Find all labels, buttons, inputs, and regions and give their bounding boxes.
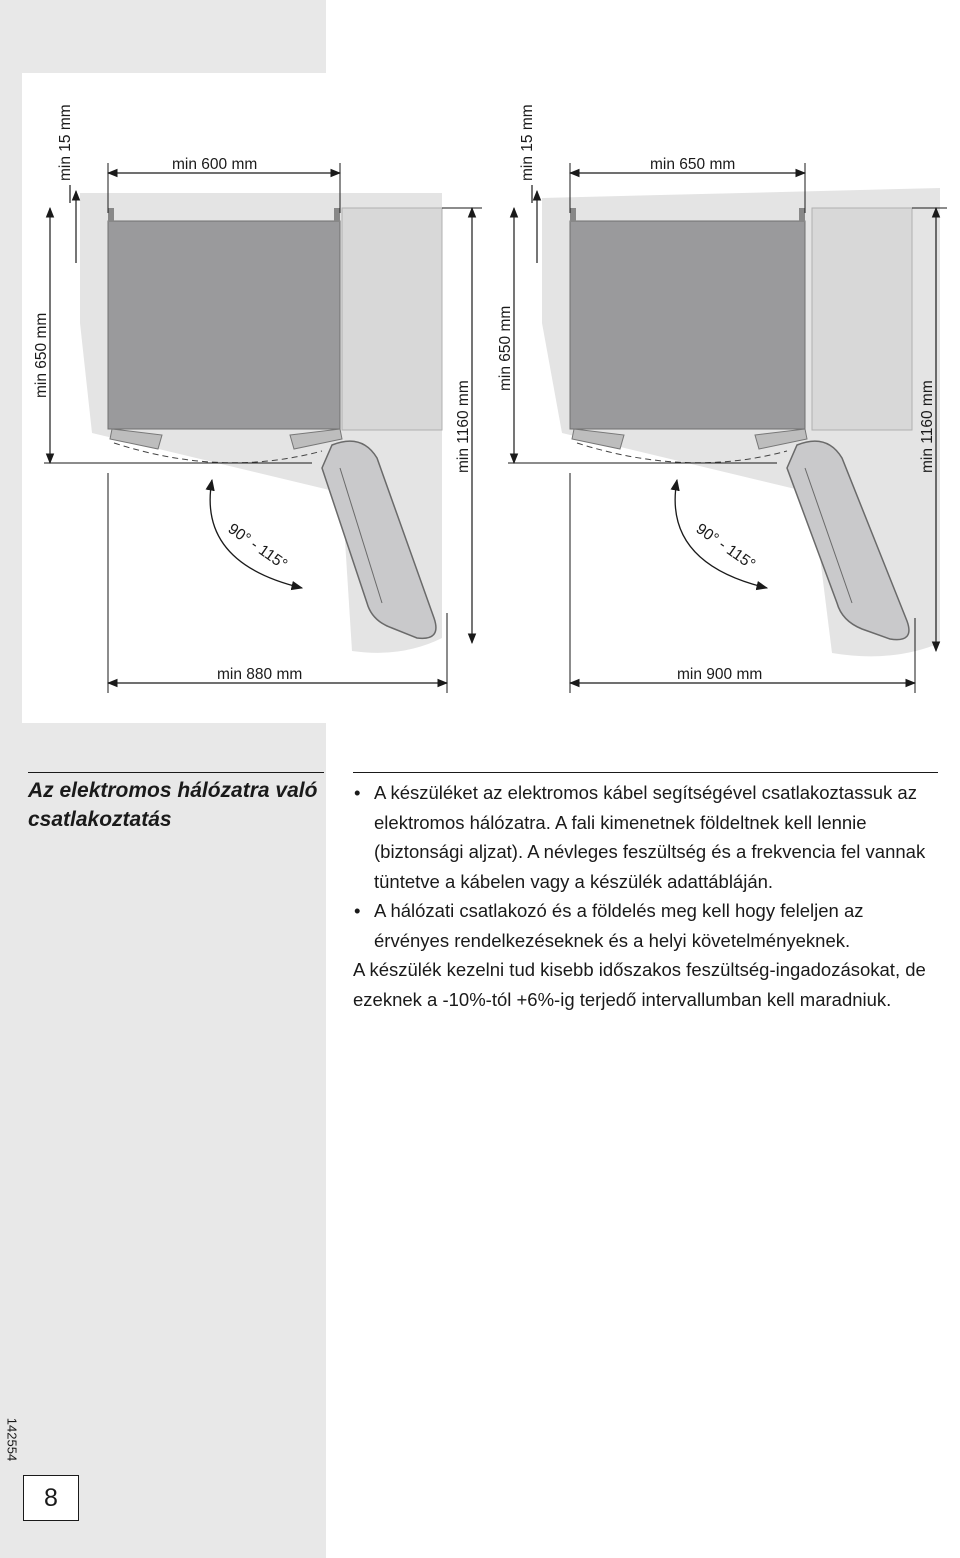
layout-right [497, 104, 947, 693]
open-width-label: min 900 mm [677, 666, 763, 683]
angle-label: 90° - 115° [692, 520, 759, 574]
cabinet [812, 208, 912, 430]
fridge-hinge [334, 208, 340, 222]
angle-arc [210, 480, 302, 588]
fridge-body [570, 221, 805, 429]
page-number: 8 [23, 1475, 79, 1521]
fridge-hinge [108, 208, 114, 222]
width-label: min 650 mm [650, 156, 736, 173]
total-depth-label: min 1160 mm [919, 380, 936, 473]
clearance-diagram-svg [22, 73, 960, 723]
fridge-body [108, 221, 340, 429]
total-depth-label: min 1160 mm [455, 380, 472, 473]
depth-label: min 650 mm [497, 305, 514, 391]
depth-label: min 650 mm [33, 312, 50, 398]
fridge-hinge [570, 208, 576, 222]
fridge-hinge [799, 208, 805, 222]
section-title: Az elektromos hálózatra való csatlakoztatás [28, 772, 324, 834]
bullet-list [353, 778, 938, 955]
section-content [353, 772, 938, 1014]
width-label: min 600 mm [172, 156, 258, 173]
layout-left [33, 104, 482, 693]
open-width-label: min 880 mm [217, 666, 303, 683]
side-clearance-label: min 15 mm [519, 104, 536, 181]
cabinet [342, 208, 442, 430]
side-clearance-label: min 15 mm [57, 104, 74, 181]
angle-label: 90° - 115° [224, 520, 291, 574]
list-item: • A hálózati csatlakozó és a földelés meg kell hogy feleljen az érvényes rendelkezéseknek és a helyi követelményeknek. [353, 896, 938, 955]
installation-diagram [22, 73, 960, 723]
list-item: • A készüléket az elektromos kábel segítségével csatlakoztassuk az elektromos hálózatra. A fali kimenetnek földeltnek kell lennie (biztonsági aljzat). A névleges feszültség és a frekvencia fel vannak tüntetve a kábelen vagy a készülék adattábláján. [353, 778, 938, 896]
body-paragraph: A készülék kezelni tud kisebb időszakos feszültség-ingadozásokat, de ezeknek a -10%-tól +6%-ig terjedő intervallumban kell maradniuk. [353, 959, 926, 1010]
document-id: 142554 [4, 1417, 20, 1462]
